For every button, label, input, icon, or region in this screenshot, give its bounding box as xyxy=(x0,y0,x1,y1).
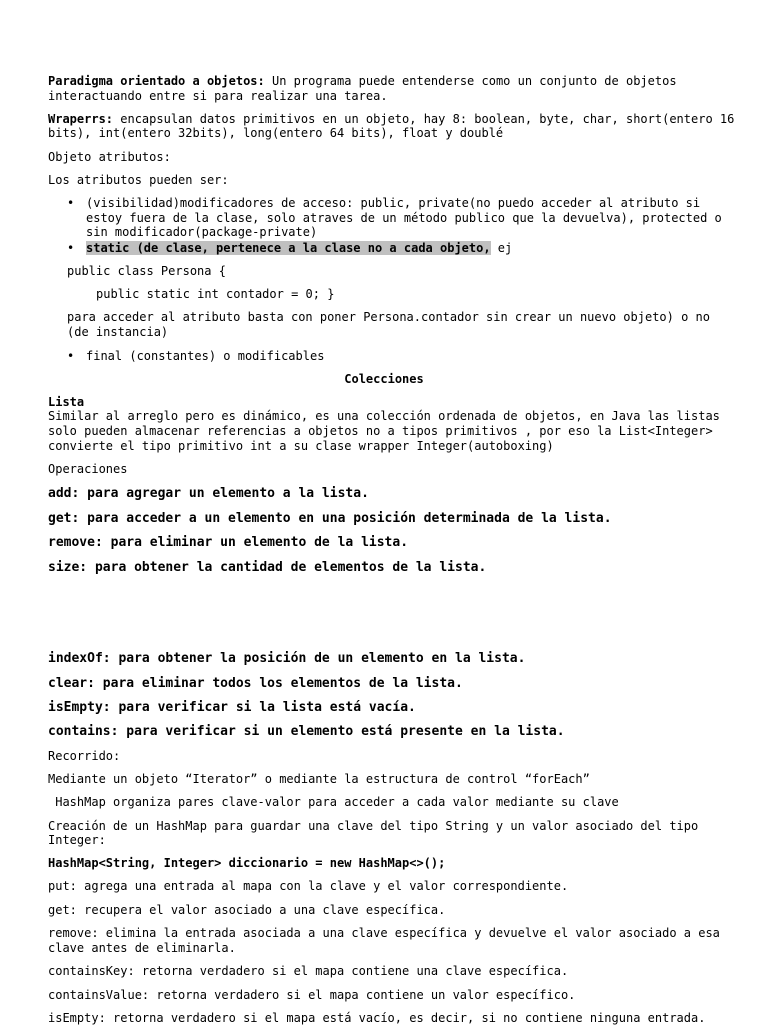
list-item-static xyxy=(86,241,512,256)
wrappers-text: encapsulan datos primitivos en un objeto, hay 8: boolean, byte, char, short(entero 16 xyxy=(113,112,735,126)
lista-description-line2: solo pueden almacenar referencias a objetos no a tipos primitivos , por eso la List<Integer> xyxy=(48,424,713,438)
list-item-visibilidad-line3: sin modificador(package-private) xyxy=(86,225,318,239)
atributos-intro: Los atributos pueden ser: xyxy=(48,173,229,187)
bullet-marker: • xyxy=(67,349,75,363)
code-class-declaration: public class Persona { xyxy=(67,264,226,278)
operation-clear: clear: para eliminar todos los elementos de la lista. xyxy=(48,676,463,691)
lista-title: Lista xyxy=(48,395,85,409)
hashmap-isempty: isEmpty: retorna verdadero si el mapa está vacío, es decir, si no contiene ninguna entrada. xyxy=(48,1011,706,1025)
operation-size: size: para obtener la cantidad de elementos de la lista. xyxy=(48,560,487,575)
list-item-visibilidad: (visibilidad)modificadores de acceso: public, private(no puedo acceder al atributo si xyxy=(86,196,701,210)
static-ej: ej xyxy=(490,241,513,255)
operation-indexof: indexOf: para obtener la posición de un elemento en la lista. xyxy=(48,651,526,666)
static-highlight: static (de clase, pertenece a la clase no a cada objeto, xyxy=(86,241,491,255)
operation-add: add: para agregar un elemento a la lista. xyxy=(48,486,369,501)
bullet-marker: • xyxy=(67,196,75,210)
recorrido-label: Recorrido: xyxy=(48,749,121,763)
wrappers-text-continued: bits), int(entero 32bits), long(entero 64 bits), float y doublé xyxy=(48,126,504,140)
code-static-field: public static int contador = 0; } xyxy=(96,287,335,301)
hashmap-get: get: recupera el valor asociado a una clave específica. xyxy=(48,903,446,917)
colecciones-heading: Colecciones xyxy=(344,372,424,386)
paradigma-text-continued: interactuando entre si para realizar una tarea. xyxy=(48,89,388,103)
lista-description: Similar al arreglo pero es dinámico, es una colección ordenada de objetos, en Java las listas xyxy=(48,409,720,423)
hashmap-creacion: Creación de un HashMap para guardar una clave del tipo String y un valor asociado del tipo xyxy=(48,819,699,833)
static-note-line2: (de instancia) xyxy=(67,325,169,339)
hashmap-containskey: containsKey: retorna verdadero si el mapa contiene una clave específica. xyxy=(48,964,569,978)
static-note: para acceder al atributo basta con poner Persona.contador sin crear un nuevo objeto) o no xyxy=(67,310,710,324)
operaciones-heading: Operaciones xyxy=(48,462,128,476)
operation-contains: contains: para verificar si un elemento está presente en la lista. xyxy=(48,724,565,739)
hashmap-creacion-line2: Integer: xyxy=(48,833,106,847)
paradigma-text: Un programa puede entenderse como un conjunto de objetos xyxy=(264,74,677,88)
hashmap-intro: HashMap organiza pares clave-valor para acceder a cada valor mediante su clave xyxy=(48,795,619,809)
hashmap-remove-line2: clave antes de eliminarla. xyxy=(48,941,236,955)
paradigma-label: Paradigma orientado a objetos: xyxy=(48,74,265,88)
hashmap-remove: remove: elimina la entrada asociada a una clave específica y devuelve el valor asociado a esa xyxy=(48,926,720,940)
hashmap-containsvalue: containsValue: retorna verdadero si el mapa contiene un valor específico. xyxy=(48,988,576,1002)
recorrido-text: Mediante un objeto “Iterator” o mediante la estructura de control “forEach” xyxy=(48,772,590,786)
operation-get: get: para acceder a un elemento en una posición determinada de la lista. xyxy=(48,511,612,526)
operation-remove: remove: para eliminar un elemento de la lista. xyxy=(48,535,409,550)
wrappers-label: Wraperrs: xyxy=(48,112,114,126)
list-item-final: final (constantes) o modificables xyxy=(86,349,325,363)
objeto-atributos-heading: Objeto atributos: xyxy=(48,150,171,164)
list-item-visibilidad-line2: estoy fuera de la clase, solo atraves de un método publico que la devuelva), protected o xyxy=(86,211,722,225)
lista-description-line3: convierte el tipo primitivo int a su clase wrapper Integer(autoboxing) xyxy=(48,439,554,453)
wrappers-paragraph xyxy=(48,112,734,127)
paradigma-paragraph xyxy=(48,74,677,89)
hashmap-put: put: agrega una entrada al mapa con la clave y el valor correspondiente. xyxy=(48,879,569,893)
bullet-marker: • xyxy=(67,241,75,255)
hashmap-code: HashMap<String, Integer> diccionario = new HashMap<>(); xyxy=(48,856,446,870)
operation-isempty: isEmpty: para verificar si la lista está vacía. xyxy=(48,700,416,715)
